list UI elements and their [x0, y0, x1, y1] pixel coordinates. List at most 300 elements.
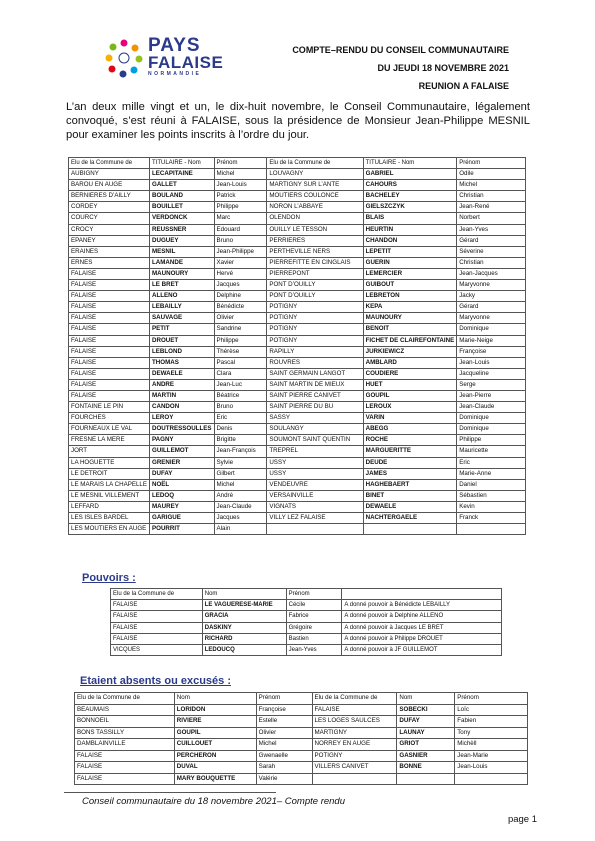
- table-cell: BERNIERES D’AILLY: [69, 191, 150, 202]
- table-cell: HEURTIN: [363, 224, 457, 235]
- table-cell: Jean-Philippe: [214, 246, 267, 257]
- logo-line-falaise: FALAISE: [148, 53, 224, 72]
- table-cell: VENDEUVRE: [267, 479, 363, 490]
- table-cell: Jean-Pierre: [457, 390, 526, 401]
- document-header: [292, 41, 509, 95]
- table-cell: VERDONCK: [150, 213, 214, 224]
- column-header: [342, 589, 502, 600]
- table-cell: ABEGG: [363, 424, 457, 435]
- table-cell: DEWAELE: [363, 501, 457, 512]
- table-cell: FALAISE: [312, 704, 397, 716]
- column-header: Nom: [397, 693, 455, 705]
- table-cell: GRACIA: [202, 611, 286, 622]
- table-cell: FALAISE: [75, 773, 175, 785]
- table-cell: GRENIER: [150, 457, 214, 468]
- logo: [104, 36, 234, 82]
- table-cell: MAUREY: [150, 501, 214, 512]
- table-row: [75, 750, 528, 762]
- table-cell: EPANEY: [69, 235, 150, 246]
- table-cell: DROUET: [150, 335, 214, 346]
- table-cell: HAGHEBAERT: [363, 479, 457, 490]
- table-cell: Jean-François: [214, 446, 267, 457]
- table-cell: FALAISE: [69, 324, 150, 335]
- table-cell: LE BRET: [150, 280, 214, 291]
- table-cell: MARTIGNY SUR L’ANTE: [267, 180, 363, 191]
- table-cell: ANDRE: [150, 379, 214, 390]
- table-cell: [312, 773, 397, 785]
- table-cell: USSY: [267, 468, 363, 479]
- table-cell: Edouard: [214, 224, 267, 235]
- table-cell: Daniel: [457, 479, 526, 490]
- table-cell: FALAISE: [111, 633, 203, 644]
- table-cell: TREPREL: [267, 446, 363, 457]
- table-cell: FALAISE: [69, 302, 150, 313]
- logo-wordmark: [148, 36, 223, 77]
- table-cell: OUILLY LE TESSON: [267, 224, 363, 235]
- table-cell: REUSSNER: [150, 224, 214, 235]
- table-cell: BONNOEIL: [75, 716, 175, 728]
- table-cell: LEDOQ: [150, 490, 214, 501]
- page-number: page 1: [507, 814, 537, 825]
- table-cell: GASNIER: [397, 750, 455, 762]
- table-row: [69, 280, 526, 291]
- table-cell: Sylvie: [214, 457, 267, 468]
- column-header: Elu de la Commune de: [312, 693, 397, 705]
- column-header: Elu de la Commune de: [111, 589, 203, 600]
- table-cell: GUIBOUT: [363, 280, 457, 291]
- table-cell: PAGNY: [150, 435, 214, 446]
- table-cell: Hervé: [214, 268, 267, 279]
- table-cell: DEWAELE: [150, 368, 214, 379]
- table-cell: Jean-Claude: [457, 402, 526, 413]
- table-cell: BLAIS: [363, 213, 457, 224]
- table-cell: LOUVAGNY: [267, 169, 363, 180]
- table-cell: Dominique: [457, 413, 526, 424]
- table-cell: ROCHE: [363, 435, 457, 446]
- table-cell: RAPILLY: [267, 346, 363, 357]
- table-cell: SAINT MARTIN DE MIEUX: [267, 379, 363, 390]
- table-row: [69, 379, 526, 390]
- table-cell: Michel: [256, 739, 312, 751]
- table-cell: BOULAND: [150, 191, 214, 202]
- table-row: [69, 446, 526, 457]
- absents-header-row: [75, 693, 528, 705]
- table-row: [69, 490, 526, 501]
- column-header: Prénom: [256, 693, 312, 705]
- table-cell: Grégoire: [286, 622, 342, 633]
- table-cell: Valérie: [256, 773, 312, 785]
- column-header: Prénom: [214, 158, 267, 169]
- table-cell: LEMERCIER: [363, 268, 457, 279]
- table-cell: LECAPITAINE: [150, 169, 214, 180]
- table-cell: FRESNE LA MERE: [69, 435, 150, 446]
- table-cell: FALAISE: [75, 750, 175, 762]
- table-cell: BENOIT: [363, 324, 457, 335]
- table-cell: Jacqueline: [457, 368, 526, 379]
- table-cell: Eric: [214, 413, 267, 424]
- table-cell: Jean-Yves: [457, 224, 526, 235]
- table-cell: Jean-Marie: [455, 750, 528, 762]
- column-header: Nom: [202, 589, 286, 600]
- table-cell: Fabien: [455, 716, 528, 728]
- table-cell: PERCHERON: [174, 750, 256, 762]
- table-row: [69, 390, 526, 401]
- table-cell: VARIN: [363, 413, 457, 424]
- table-cell: Jean-Louis: [214, 180, 267, 191]
- table-cell: Odile: [457, 169, 526, 180]
- footer-text: Conseil communautaire du 18 novembre 2021– Compte rendu: [82, 796, 345, 807]
- table-row: [69, 413, 526, 424]
- table-cell: BONS TASSILLY: [75, 727, 175, 739]
- table-cell: Olivier: [256, 727, 312, 739]
- table-cell: Gilbert: [214, 468, 267, 479]
- pays-de-falaise-logo-icon: [104, 38, 144, 78]
- table-cell: SAUVAGE: [150, 313, 214, 324]
- table-cell: CAHOURS: [363, 180, 457, 191]
- table-row: [69, 346, 526, 357]
- table-cell: LE MARAIS LA CHAPELLE: [69, 479, 150, 490]
- table-cell: FALAISE: [69, 346, 150, 357]
- table-cell: LEDOUCQ: [202, 645, 286, 656]
- table-cell: POURRIT: [150, 524, 214, 535]
- table-cell: POTIGNY: [267, 324, 363, 335]
- table-cell: Béatrice: [214, 390, 267, 401]
- table-row: [75, 773, 528, 785]
- table-row: [69, 313, 526, 324]
- table-cell: Dominique: [457, 324, 526, 335]
- table-cell: LEBAILLY: [150, 302, 214, 313]
- absents-title: Etaient absents ou excusés :: [80, 675, 231, 687]
- table-cell: GUERIN: [363, 257, 457, 268]
- table-cell: PONT D’OUILLY: [267, 291, 363, 302]
- table-cell: THOMAS: [150, 357, 214, 368]
- column-header: TITULAIRE - Nom: [150, 158, 214, 169]
- table-cell: LEROUX: [363, 402, 457, 413]
- table-cell: FALAISE: [69, 379, 150, 390]
- table-cell: SOBECKI: [397, 704, 455, 716]
- table-cell: PETIT: [150, 324, 214, 335]
- table-cell: Gwenaelle: [256, 750, 312, 762]
- table-cell: Kevin: [457, 501, 526, 512]
- table-cell: Tony: [455, 727, 528, 739]
- document-title: COMPTE–RENDU DU CONSEIL COMMUNAUTAIRE: [292, 45, 509, 55]
- table-cell: SASSY: [267, 413, 363, 424]
- table-cell: FALAISE: [69, 368, 150, 379]
- intro-paragraph: L’an deux mille vingt et un, le dix-huit novembre, le Conseil Communautaire, légalement convoqué, s’est réuni à FALAISE, sous la présidence de Monsieur Jean-Philippe MESNIL pour examiner les points inscrits à l’ordre du jour.: [66, 101, 530, 141]
- table-cell: FALAISE: [69, 291, 150, 302]
- table-cell: LEBRETON: [363, 291, 457, 302]
- table-row: [69, 213, 526, 224]
- table-cell: Michel: [214, 479, 267, 490]
- table-row: [69, 524, 526, 535]
- table-cell: GIELSZCZYK: [363, 202, 457, 213]
- table-cell: FALAISE: [69, 335, 150, 346]
- members-table: [68, 157, 526, 535]
- table-cell: Bruno: [214, 235, 267, 246]
- table-cell: Estelle: [256, 716, 312, 728]
- table-cell: FALAISE: [69, 390, 150, 401]
- table-cell: AUBIGNY: [69, 169, 150, 180]
- table-cell: Jean-Yves: [286, 645, 342, 656]
- table-row: [69, 468, 526, 479]
- table-cell: Jean-Louis: [455, 762, 528, 774]
- table-cell: Jean-René: [457, 202, 526, 213]
- table-cell: USSY: [267, 457, 363, 468]
- table-cell: SAINT PIERRE CANIVET: [267, 390, 363, 401]
- table-cell: Fabrice: [286, 611, 342, 622]
- table-row: [69, 402, 526, 413]
- powers-title: Pouvoirs :: [82, 572, 136, 584]
- table-cell: Bénédicte: [214, 302, 267, 313]
- table-cell: Michèll: [455, 739, 528, 751]
- column-header: Nom: [174, 693, 256, 705]
- table-row: [111, 645, 502, 656]
- table-cell: MAUNOURY: [363, 313, 457, 324]
- table-row: [69, 268, 526, 279]
- table-cell: GUILLEMOT: [150, 446, 214, 457]
- table-cell: FOURNEAUX LE VAL: [69, 424, 150, 435]
- table-row: [69, 501, 526, 512]
- table-cell: FOURCHES: [69, 413, 150, 424]
- table-cell: Pascal: [214, 357, 267, 368]
- table-cell: Jean-Claude: [214, 501, 267, 512]
- table-cell: SAINT PIERRE DU BU: [267, 402, 363, 413]
- table-cell: BINET: [363, 490, 457, 501]
- table-cell: FALAISE: [69, 268, 150, 279]
- table-cell: LE DETROIT: [69, 468, 150, 479]
- table-cell: LEPETIT: [363, 246, 457, 257]
- table-cell: LA HOGUETTE: [69, 457, 150, 468]
- table-cell: Delphine: [214, 291, 267, 302]
- table-cell: Sébastien: [457, 490, 526, 501]
- table-cell: DUVAL: [174, 762, 256, 774]
- logo-line-normandie: NORMANDIE: [148, 71, 202, 77]
- table-cell: SAINT GERMAIN LANGOT: [267, 368, 363, 379]
- table-cell: GALLET: [150, 180, 214, 191]
- table-cell: Sarah: [256, 762, 312, 774]
- table-cell: DASKINY: [202, 622, 286, 633]
- table-row: [69, 335, 526, 346]
- table-cell: AMBLARD: [363, 357, 457, 368]
- table-cell: ROUVRES: [267, 357, 363, 368]
- table-cell: Sandrine: [214, 324, 267, 335]
- table-cell: DUFAY: [150, 468, 214, 479]
- table-cell: BACHELEY: [363, 191, 457, 202]
- table-cell: LEBLOND: [150, 346, 214, 357]
- members-header-row: [69, 158, 526, 169]
- table-cell: Mauricette: [457, 446, 526, 457]
- table-cell: ALLENO: [150, 291, 214, 302]
- column-header: Elu de la Commune de: [75, 693, 175, 705]
- table-cell: DUFAY: [397, 716, 455, 728]
- column-header: TITULAIRE - Nom: [363, 158, 457, 169]
- table-cell: POTIGNY: [267, 302, 363, 313]
- table-cell: Dominique: [457, 424, 526, 435]
- table-cell: RICHARD: [202, 633, 286, 644]
- footer-divider: [64, 792, 276, 793]
- table-cell: FALAISE: [69, 280, 150, 291]
- table-cell: Brigitte: [214, 435, 267, 446]
- table-cell: GOUPIL: [174, 727, 256, 739]
- table-cell: LES MOUTIERS EN AUGE: [69, 524, 150, 535]
- table-cell: MARY BOUQUETTE: [174, 773, 256, 785]
- table-row: [111, 600, 502, 611]
- table-row: [75, 704, 528, 716]
- table-cell: Gérard: [457, 235, 526, 246]
- table-cell: DEUDE: [363, 457, 457, 468]
- table-row: [69, 302, 526, 313]
- table-cell: Philippe: [457, 435, 526, 446]
- table-cell: [397, 773, 455, 785]
- table-cell: Christian: [457, 257, 526, 268]
- table-cell: Serge: [457, 379, 526, 390]
- table-cell: A donné pouvoir à JF GUILLEMOT: [342, 645, 502, 656]
- table-cell: FALAISE: [111, 600, 203, 611]
- table-cell: BEAUMAIS: [75, 704, 175, 716]
- table-cell: RIVIERE: [174, 716, 256, 728]
- table-cell: LAUNAY: [397, 727, 455, 739]
- table-cell: FALAISE: [111, 622, 203, 633]
- table-row: [75, 716, 528, 728]
- table-cell: Jacky: [457, 291, 526, 302]
- table-cell: KEPA: [363, 302, 457, 313]
- table-cell: VIGNATS: [267, 501, 363, 512]
- column-header: Elu de la Commune de: [267, 158, 363, 169]
- table-cell: Marc: [214, 213, 267, 224]
- table-cell: NORREY EN AUGE: [312, 739, 397, 751]
- table-cell: Xavier: [214, 257, 267, 268]
- table-cell: DUGUEY: [150, 235, 214, 246]
- table-cell: [267, 524, 363, 535]
- table-cell: BOUILLET: [150, 202, 214, 213]
- table-cell: POTIGNY: [267, 335, 363, 346]
- table-cell: Françoise: [457, 346, 526, 357]
- table-row: [69, 435, 526, 446]
- column-header: Prénom: [455, 693, 528, 705]
- table-cell: [457, 524, 526, 535]
- table-cell: VERSAINVILLE: [267, 490, 363, 501]
- column-header: Prénom: [286, 589, 342, 600]
- powers-body: [111, 600, 502, 656]
- table-cell: VILLY LEZ FALAISE: [267, 513, 363, 524]
- table-cell: Maryvonne: [457, 313, 526, 324]
- members-body: [69, 169, 526, 535]
- table-cell: Cécile: [286, 600, 342, 611]
- table-cell: PERTHEVILLE NERS: [267, 246, 363, 257]
- table-cell: Thérèse: [214, 346, 267, 357]
- table-cell: Michel: [214, 169, 267, 180]
- table-cell: SOULANGY: [267, 424, 363, 435]
- table-cell: Franck: [457, 513, 526, 524]
- table-cell: A donné pouvoir à Bénédicte LEBAILLY: [342, 600, 502, 611]
- table-cell: COURCY: [69, 213, 150, 224]
- table-cell: FALAISE: [69, 357, 150, 368]
- table-cell: Denis: [214, 424, 267, 435]
- table-cell: JAMES: [363, 468, 457, 479]
- table-cell: ERNES: [69, 257, 150, 268]
- table-cell: CUILLOUET: [174, 739, 256, 751]
- table-cell: POTIGNY: [267, 313, 363, 324]
- absents-body: [75, 704, 528, 785]
- table-cell: FICHET DE CLAIREFONTAINE: [363, 335, 457, 346]
- table-cell: PIERREFITTE EN CINGLAIS: [267, 257, 363, 268]
- table-row: [69, 368, 526, 379]
- table-row: [111, 611, 502, 622]
- table-cell: Jean-Luc: [214, 379, 267, 390]
- table-row: [69, 191, 526, 202]
- table-cell: Bastien: [286, 633, 342, 644]
- column-header: Elu de la Commune de: [69, 158, 150, 169]
- table-cell: NACHTERGAELE: [363, 513, 457, 524]
- table-cell: PONT D’OUILLY: [267, 280, 363, 291]
- table-cell: Gérard: [457, 302, 526, 313]
- table-row: [69, 479, 526, 490]
- table-cell: JURKIEWICZ: [363, 346, 457, 357]
- table-cell: CHANDON: [363, 235, 457, 246]
- table-cell: Patrick: [214, 191, 267, 202]
- table-cell: GABRIEL: [363, 169, 457, 180]
- table-row: [69, 257, 526, 268]
- table-row: [69, 202, 526, 213]
- table-row: [111, 633, 502, 644]
- table-cell: LORIDON: [174, 704, 256, 716]
- table-row: [75, 739, 528, 751]
- table-cell: LES ISLES BARDEL: [69, 513, 150, 524]
- table-cell: FALAISE: [69, 313, 150, 324]
- table-cell: LAMANDE: [150, 257, 214, 268]
- table-cell: Clara: [214, 368, 267, 379]
- table-row: [69, 324, 526, 335]
- table-cell: Jacques: [214, 513, 267, 524]
- table-cell: LEROY: [150, 413, 214, 424]
- table-cell: VILLERS CANIVET: [312, 762, 397, 774]
- table-row: [69, 224, 526, 235]
- table-cell: Norbert: [457, 213, 526, 224]
- powers-header-row: [111, 589, 502, 600]
- table-cell: André: [214, 490, 267, 501]
- table-row: [111, 622, 502, 633]
- table-cell: COUDIERE: [363, 368, 457, 379]
- table-row: [69, 246, 526, 257]
- table-cell: Jacques: [214, 280, 267, 291]
- table-cell: [363, 524, 457, 535]
- table-cell: Marie-Neige: [457, 335, 526, 346]
- table-cell: Alain: [214, 524, 267, 535]
- table-cell: LE MESNIL VILLEMENT: [69, 490, 150, 501]
- logo-line-pays: PAYS: [148, 35, 201, 56]
- table-cell: MOUTIERS COULONCE: [267, 191, 363, 202]
- table-cell: VICQUES: [111, 645, 203, 656]
- table-cell: Maryvonne: [457, 280, 526, 291]
- table-cell: MESNIL: [150, 246, 214, 257]
- table-cell: A donné pouvoir à Delphine ALLENO: [342, 611, 502, 622]
- table-cell: Eric: [457, 457, 526, 468]
- table-cell: JORT: [69, 446, 150, 457]
- table-cell: Jean-Louis: [457, 357, 526, 368]
- meeting-date: DU JEUDI 18 NOVEMBRE 2021: [377, 63, 509, 73]
- table-row: [69, 424, 526, 435]
- table-cell: NORON L’ABBAYE: [267, 202, 363, 213]
- table-cell: SOUMONT SAINT QUENTIN: [267, 435, 363, 446]
- table-cell: FONTAINE LE PIN: [69, 402, 150, 413]
- table-cell: Philippe: [214, 202, 267, 213]
- table-cell: A donné pouvoir à Jacques LE BRET: [342, 622, 502, 633]
- table-cell: GARIGUE: [150, 513, 214, 524]
- table-cell: MARGUERITTE: [363, 446, 457, 457]
- table-cell: Jean-Jacques: [457, 268, 526, 279]
- table-cell: Marie-Anne: [457, 468, 526, 479]
- table-cell: [455, 773, 528, 785]
